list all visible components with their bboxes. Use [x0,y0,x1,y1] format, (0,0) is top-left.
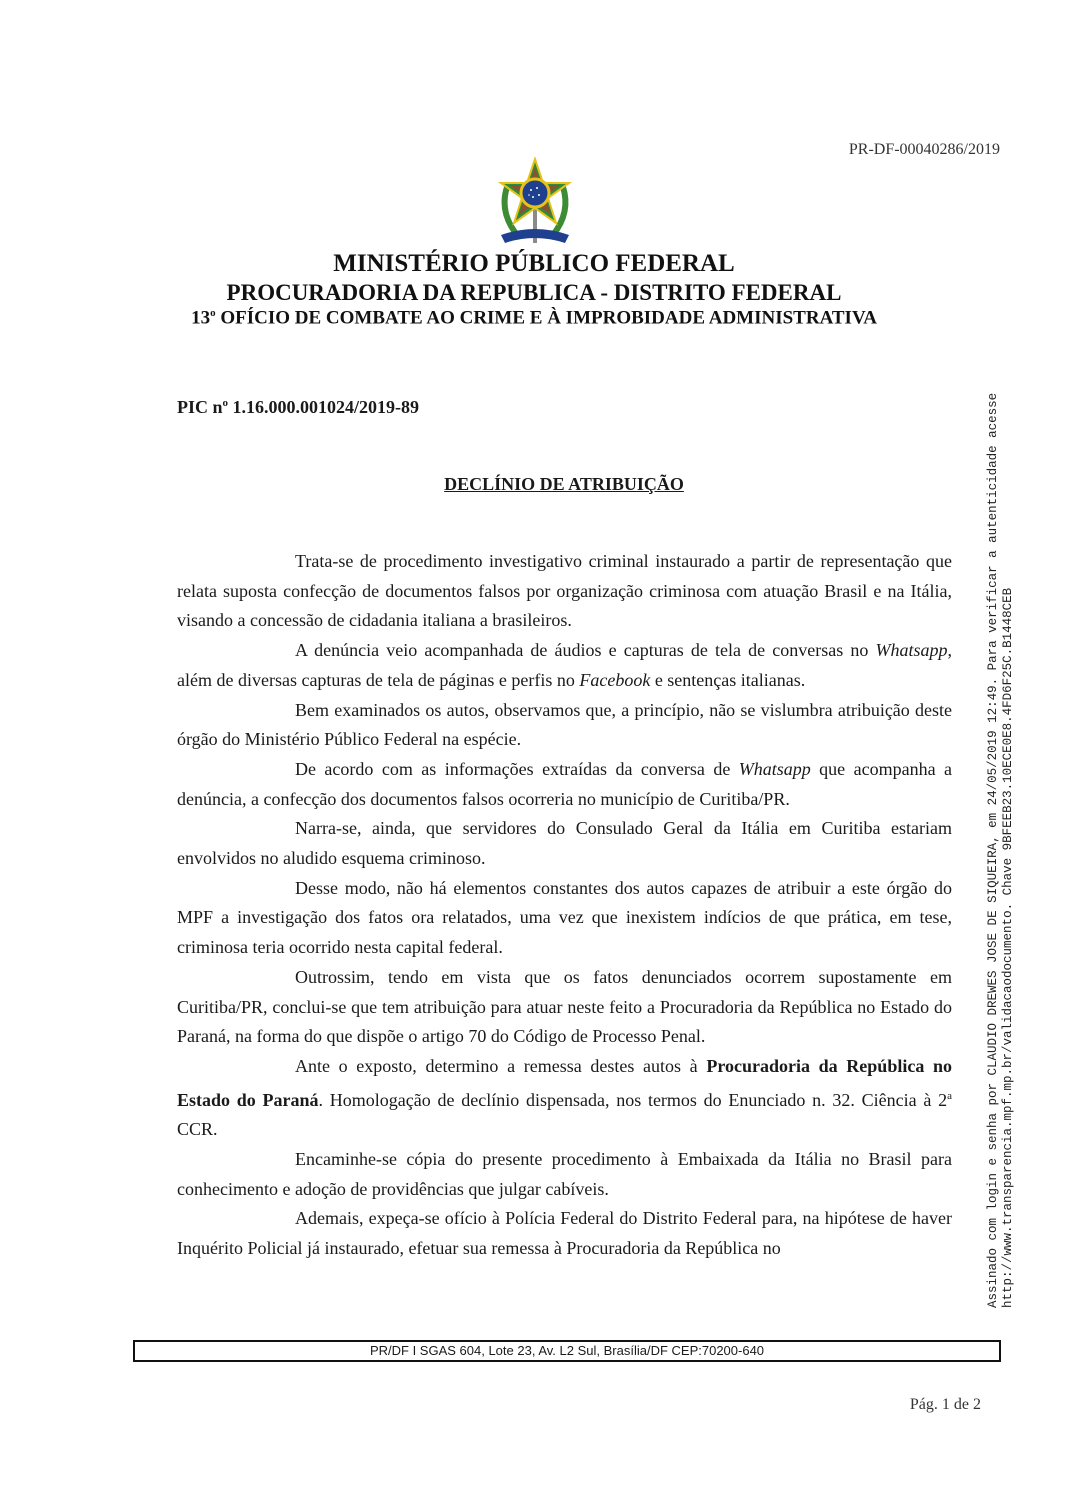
header-procuradoria: PROCURADORIA DA REPUBLICA - DISTRITO FEDERAL [226,280,842,305]
paragraph-text: e sentenças italianas. [650,669,806,690]
paragraph-italic: Whatsapp [875,640,948,661]
paragraph-bold: Procuradoria da República no Estado do Paraná [177,1055,952,1110]
header-office-ordinal: o [210,307,216,319]
header-ministry: MINISTÉRIO PÚBLICO FEDERAL [333,250,735,277]
paragraph-text: , além de diversas capturas de tela de páginas e perfis no [177,640,952,690]
paragraph-italic: Whatsapp [738,758,811,779]
paragraph-text: CCR. [177,1119,218,1140]
pic-value: 1.16.000.001024/2019-89 [228,397,420,417]
page-number: Pág. 1 de 2 [909,1396,981,1413]
paragraph: Encaminhe-se cópia do presente procedimento à Embaixada da Itália no Brasil para conhecimento e adoção de providências que julgar cabíveis. [177,1149,952,1199]
paragraph-text: . Homologação de declínio dispensada, nos termos do Enunciado n. 32. Ciência à 2 [318,1089,948,1110]
paragraph-text: De acordo com as informações extraídas da conversa de [295,758,739,779]
document-body [177,547,952,1264]
paragraph-text: que acompanha a denúncia, a confecção dos documentos falsos ocorreria no município de Curitiba/PR. [177,758,952,809]
paragraph [177,636,952,695]
pic-label: PIC n [177,397,223,417]
header-office-name: OFÍCIO DE COMBATE AO CRIME E À IMPROBIDADE ADMINISTRATIVA [215,307,877,329]
paragraph: Bem examinados os autos, observamos que, a princípio, não se vislumbra atribuição deste órgão do Ministério Público Federal na espécie. [177,699,952,750]
validation-link[interactable]: http://www.transparencia.mpf.mp.br/validacaodocumento. Chave 9BFEEB23.10ECE0E8.4FD6F25C.B1448CEB [1001,587,1015,1308]
header-office-number: 13 [191,307,211,329]
signature-stamp [986,393,1016,1308]
header-office [0,307,1068,329]
paragraph: Outrossim, tendo em vista que os fatos denunciados ocorrem supostamente em Curitiba/PR, conclui-se que tem atribuição para atuar neste feito a Procuradoria da República no Estado do Paraná, na forma do que dispõe o artigo 70 do Código de Processo Penal. [177,966,952,1047]
pic-ordinal: o [222,397,229,409]
document-id: PR-DF-00040286/2019 [848,141,1000,158]
paragraph: Desse modo, não há elementos constantes dos autos capazes de atribuir a este órgão do MPF a investigação dos fatos ora relatados, uma vez que inexistem indícios de que prática, em tese, criminosa teria ocorrido nesta capital federal. [177,877,952,958]
paragraph: Ademais, expeça-se ofício à Polícia Federal do Distrito Federal para, na hipótese de haver Inquérito Policial já instaurado, efetuar sua remessa à Procuradoria da República no [177,1208,952,1259]
paragraph [177,755,952,814]
footer-address: PR/DF I SGAS 604, Lote 23, Av. L2 Sul, Brasília/DF CEP:70200-640 [133,1340,1001,1362]
pic-number [177,397,419,418]
paragraph [177,1052,952,1145]
paragraph: Trata-se de procedimento investigativo criminal instaurado a partir de representação que relata suposta confecção de documentos falsos por organização criminosa com atuação Brasil e na Itália, visando a concessão de cidadania italiana a brasileiros. [177,551,952,631]
signature-stamp-line: Assinado com login e senha por CLAUDIO DREWES JOSE DE SIQUEIRA, em 24/05/2019 12:49. Para verificar a autenticidade acesse [986,392,1000,1308]
paragraph-ordinal: a [947,1089,952,1102]
paragraph-text: A denúncia veio acompanhada de áudios e capturas de tela de conversas no [295,640,876,661]
paragraph-text: Ante o exposto, determino a remessa destes autos à [295,1055,707,1076]
brasao-republica-icon [495,157,575,249]
document-title: DECLÍNIO DE ATRIBUIÇÃO [444,474,684,494]
paragraph-italic: Facebook [579,669,651,690]
paragraph: Narra-se, ainda, que servidores do Consulado Geral da Itália em Curitiba estariam envolvidos no aludido esquema criminoso. [177,818,952,869]
